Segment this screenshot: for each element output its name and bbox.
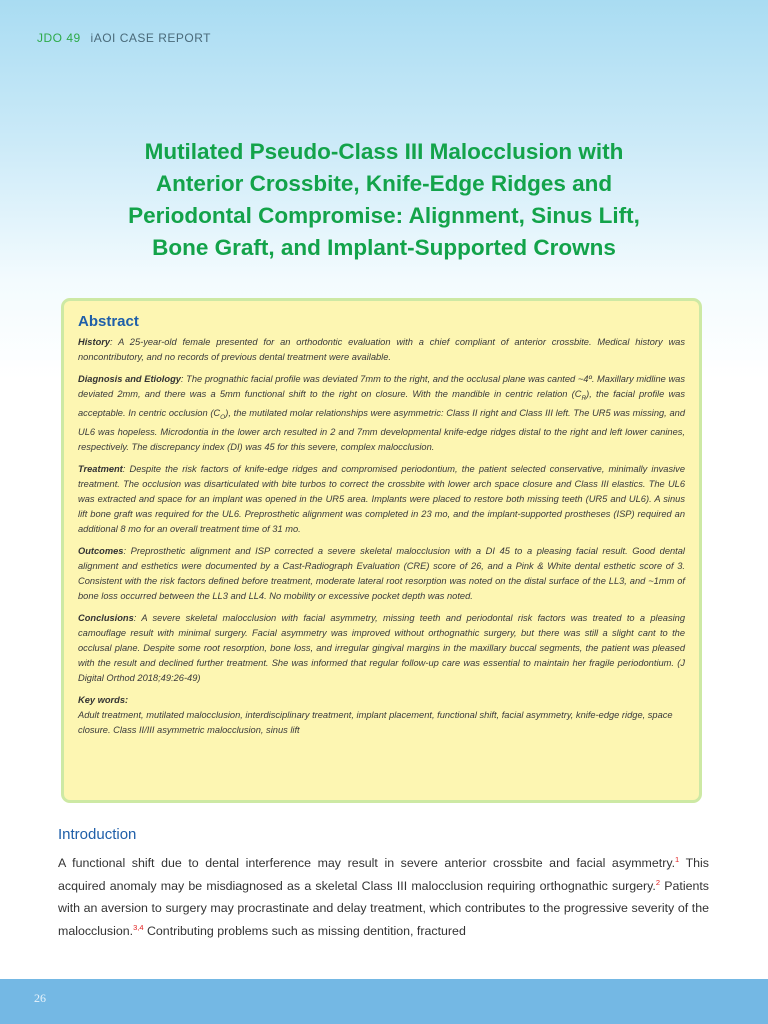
- intro-sentence: A functional shift due to dental interference may result in severe anterior crossbite and facial asymmetry.: [58, 856, 676, 870]
- abstract-treatment: [78, 462, 685, 537]
- diagnosis-text: : The prognathic facial profile was deviated 7mm to the right, and the occlusal plane was canted ~4º. Maxillary midline was deviated 2mm, and there was a 5mm functional shift to the right on closure. With the mandible in centric relation (C: [78, 374, 685, 399]
- article-title: [40, 136, 728, 264]
- abstract-heading: Abstract: [78, 313, 139, 330]
- page-number: 26: [34, 991, 46, 1005]
- conclusions-text: : A severe skeletal malocclusion with facial asymmetry, missing teeth and periodontal risk factors was treated to a pleasing camouflage result with minimal surgery. Facial asymmetry was improved without orthognathic surgery, but there was still a slight cant to the occlusal plane. Despite some root resorption, bone loss, and irregular gingival margins in the maxillary buccal segments, the patient was pleased with the result and declined further treatment. She was informed that regular follow-up care was essential to maintain her fragile periodontium. (J Digital Orthod 2018;49:26-49): [78, 612, 685, 683]
- treatment-label: Treatment: [78, 463, 123, 474]
- diagnosis-label: Diagnosis and Etiology: [78, 374, 181, 384]
- keywords-label: Key words:: [78, 694, 129, 705]
- intro-sentence: Contributing problems such as missing dentition, fractured: [143, 923, 466, 938]
- running-header: [37, 31, 211, 45]
- journal-issue: JDO 49: [37, 31, 81, 45]
- reference-marker[interactable]: 3,4: [133, 922, 144, 932]
- diagnosis-text: ), the mutilated molar relationships were asymmetric: Class II right and Class III left. The UR5 was missing, and UL6 was hopeless. Microdontia in the lower arch resulted in 2 and 7mm developmental knife-edge ridges distal to the right and left lower canines, respectively. The discrepancy index (DI) was 45 for this severe, complex malocclusion.: [78, 407, 686, 452]
- introduction-body: [58, 852, 709, 942]
- intro-sentence: This acquired anomaly may be misdiagnosed as a skeletal Class III malocclusion requiring orthognathic surgery.: [58, 856, 709, 893]
- abstract-box: [61, 298, 702, 803]
- title-line: Mutilated Pseudo-Class III Malocclusion with: [144, 139, 624, 164]
- abstract-diagnosis: [78, 372, 685, 455]
- subscript-o: O: [220, 413, 226, 421]
- subscript-r: R: [581, 394, 587, 402]
- introduction-heading: Introduction: [58, 826, 137, 843]
- abstract-history: [78, 335, 685, 365]
- keywords-text: Adult treatment, mutilated malocclusion, interdisciplinary treatment, implant placement, functional shift, facial asymmetry, knife-edge ridge, space closure. Class II/III asymmetric malocclusion, sinus lift: [78, 709, 673, 735]
- title-line: Periodontal Compromise: Alignment, Sinus Lift,: [128, 203, 640, 228]
- section-label: iAOI CASE REPORT: [90, 31, 212, 45]
- abstract-conclusions: [78, 611, 685, 686]
- reference-marker[interactable]: 1: [675, 855, 680, 864]
- footer-bar: [0, 979, 768, 1024]
- reference-marker[interactable]: 2: [655, 877, 661, 887]
- abstract-outcomes: [78, 544, 685, 604]
- title-line: Bone Graft, and Implant-Supported Crowns: [152, 235, 616, 260]
- diagnosis-text: ), the facial profile was acceptable. In centric occlusion (C: [78, 389, 685, 418]
- treatment-text: : Despite the risk factors of knife-edge ridges and compromised periodontium, the patient selected conservative, minimally invasive treatment. The occlusion was disarticulated with bite turbos to correct the crossbite with lower arch space closure and Class III elastics. The UL6 was extracted and space for an implant was opened in the UR5 area. Implants were placed to restore both missing teeth (UR5 and UL6). A sinus lift bone graft was required for the UL6. Preprosthetic alignment was completed in 23 mo, and the implant-supported prostheses (ISP) required an additional 8 mo for an overall treatment time of 31 mo.: [78, 463, 685, 534]
- outcomes-text: : Preprosthetic alignment and ISP corrected a severe skeletal malocclusion with a DI 45 to a pleasing facial result. Good dental alignment and esthetics were documented by a Cast-Radiograph Evaluation (CRE) score of 26, and a Pink & White dental esthetic score of 3. Consistent with the risk factors defined before treatment, moderate lateral root resorption was noted on the distal surface of the LL3, and ~1mm of bone loss occurred between the LL3 and LL4. No mobility or excessive pocket depth was noted.: [78, 545, 685, 601]
- history-label: History: [78, 337, 111, 347]
- title-line: Anterior Crossbite, Knife-Edge Ridges and: [155, 171, 613, 196]
- conclusions-label: Conclusions: [78, 612, 134, 623]
- intro-sentence: Patients with an aversion to surgery may procrastinate and delay treatment, which contributes to the progressive severity of the malocclusion.: [58, 878, 709, 938]
- outcomes-label: Outcomes: [78, 545, 124, 556]
- history-text: : A 25-year-old female presented for an orthodontic evaluation with a chief compliant of anterior crossbite. Medical history was noncontributory, and no records of previous dental treatment were available.: [78, 337, 685, 362]
